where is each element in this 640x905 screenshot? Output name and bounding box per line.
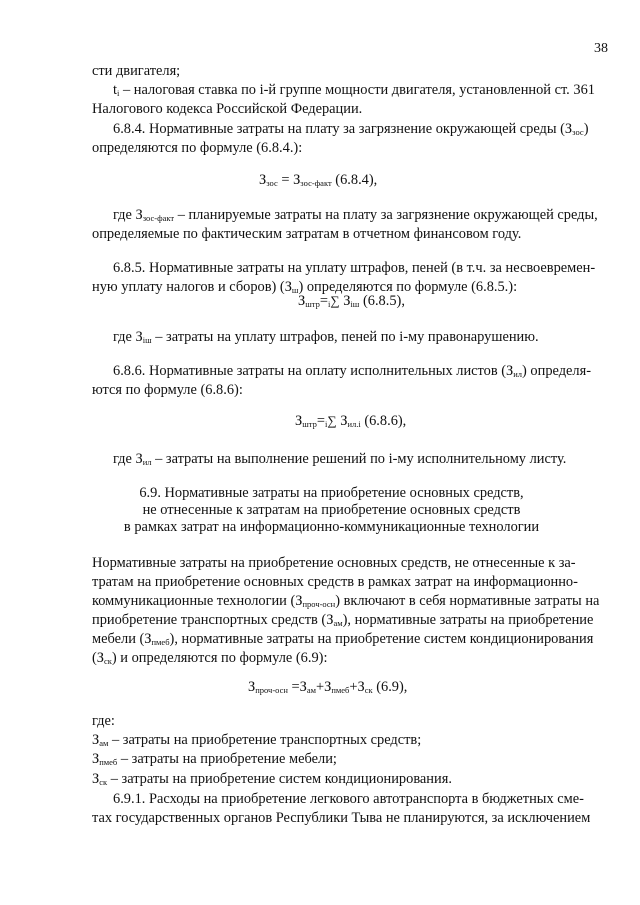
section-6-8-4-line: определяются по формуле (6.8.4.): <box>92 140 303 156</box>
formula-6-8-4: $З_{зос} = З_{зос-факт}$ (6.8.4), <box>259 172 378 188</box>
section-heading: не отнесенные к затратам на приобретение основных средств <box>142 502 521 518</box>
text-line: где $З_{зос-факт}$ – планируемые затраты на плату за загрязнение окружающей среды, <box>113 207 598 223</box>
text-line: $З_{ск}$ – затраты на приобретение систем кондиционирования. <box>92 771 452 787</box>
section-6-8-6-line: 6.8.6. Нормативные затраты на оплату исполнительных листов $(З_{ил})$ определя- <box>113 363 592 379</box>
text-line: $t_i$ – налоговая ставка по i-й группе мощности двигателя, установленной ст. 361 <box>113 82 595 98</box>
text-line: мебели $(З_{пмеб})$, нормативные затраты на приобретение систем кондиционирования <box>92 631 594 647</box>
text-line: определяемые по фактическим затратам в отчетном финансовом году. <box>92 226 522 242</box>
text-line: где $З_{iш}$ – затраты на уплату штрафов, пеней по i-му правонарушению. <box>113 329 539 345</box>
text-line: приобретение транспортных средств $(З_{ам})$, нормативные затраты на приобретение <box>92 612 594 628</box>
text-line: $(З_{ск})$ и определяются по формуле (6.9): <box>92 650 328 666</box>
text-line: $З_{ам}$ – затраты на приобретение транспортных средств; <box>92 732 422 748</box>
section-6-8-5-line: 6.8.5. Нормативные затраты на уплату штрафов, пеней (в т.ч. за несвоевремен- <box>113 260 596 276</box>
section-6-8-6-line: ются по формуле (6.8.6): <box>92 382 243 398</box>
section-6-8-4-line: 6.8.4. Нормативные затраты на плату за загрязнение окружающей среды $(З_{зос})$ <box>113 121 589 137</box>
section-6-9-1-line: тах государственных органов Республики Тыва не планируются, за исключением <box>92 810 591 826</box>
text-line: где: <box>92 713 115 729</box>
section-6-8-5-line: ную уплату налогов и сборов) $(З_ш)$ определяются по формуле (6.8.5.): <box>92 279 518 295</box>
text-line: тратам на приобретение основных средств в рамках затрат на информационно- <box>92 574 578 590</box>
formula-6-8-6: $З_{штр}=_i\sum$ $З_{ил.i}$ (6.8.6), <box>295 413 407 429</box>
text-line: коммуникационные технологии $(З_{проч-осн})$ включают в себя нормативные затраты на <box>92 593 600 609</box>
page-number: 38 <box>594 41 608 56</box>
formula-6-8-5: $З_{штр}=_i\sum$ $З_{iш}$ (6.8.5), <box>298 293 405 309</box>
text-line: Налогового кодекса Российской Федерации. <box>92 101 363 117</box>
text-line: где $З_{ил}$ – затраты на выполнение решений по i-му исполнительному листу. <box>113 451 567 467</box>
section-heading: в рамках затрат на информационно-коммуникационные технологии <box>123 519 540 535</box>
section-6-9-1-line: 6.9.1. Расходы на приобретение легкового автотранспорта в бюджетных сме- <box>113 791 584 807</box>
section-heading: 6.9. Нормативные затраты на приобретение основных средств, <box>139 485 524 501</box>
text-line: Нормативные затраты на приобретение основных средств, не отнесенные к за- <box>92 555 576 571</box>
formula-6-9: $З_{проч-осн} =З_{ам}+З_{пмеб}+З_{ск}$ (6.9), <box>248 679 408 695</box>
text-line: сти двигателя; <box>92 63 181 79</box>
text-line: $З_{пмеб}$ – затраты на приобретение мебели; <box>92 751 337 767</box>
